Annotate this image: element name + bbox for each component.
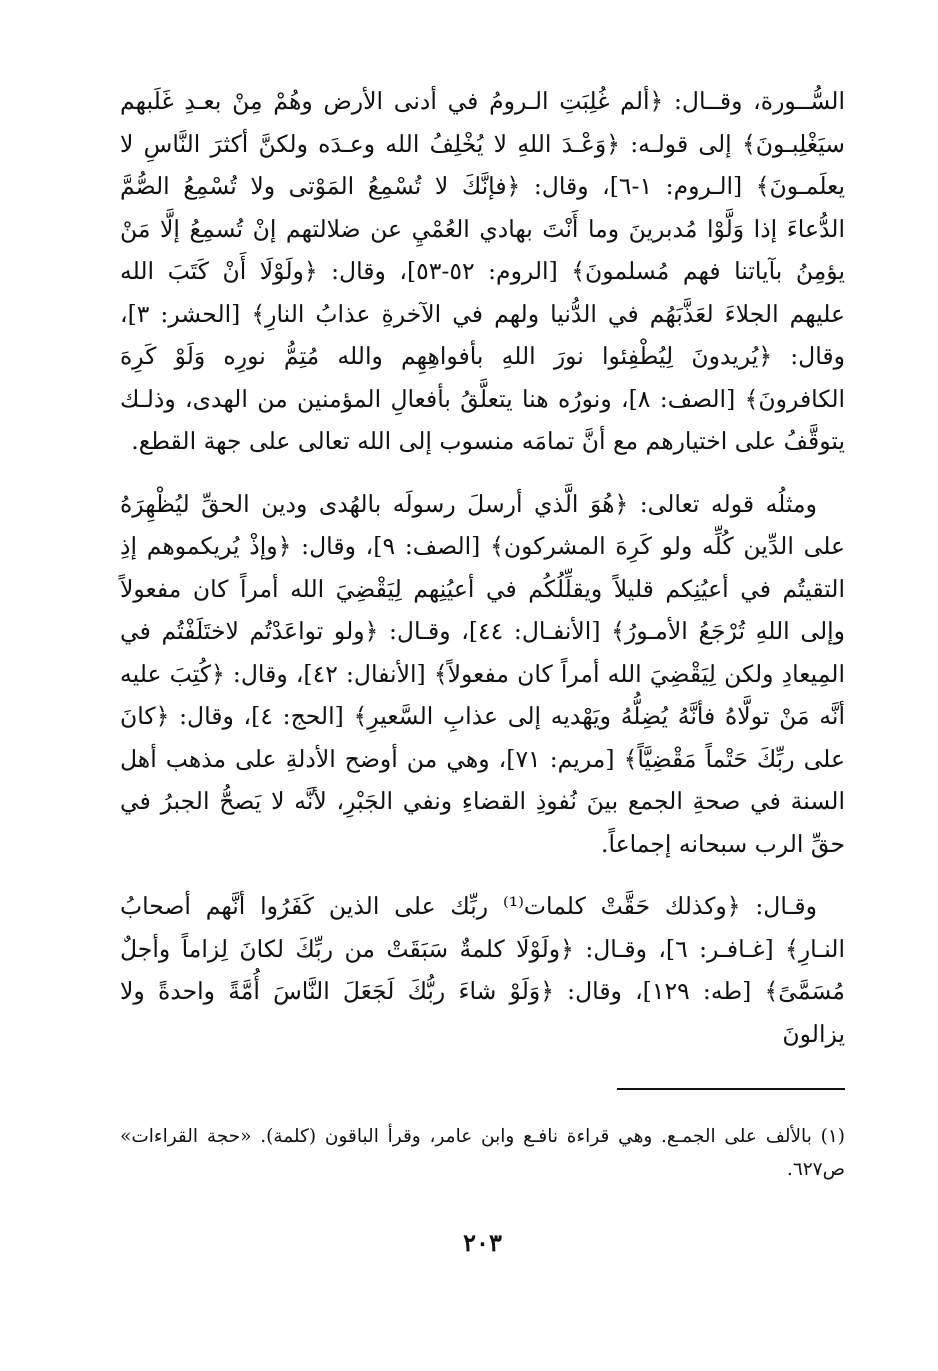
page-number: ٢٠٣ xyxy=(463,1228,502,1257)
paragraph-1: السُّــورة، وقــال: ﴿ألم غُلِبَتِ الـرومُ في أدنى الأرض وهُمْ مِنْ بعـدِ غَلَبهم سيَغْلِبـونَ﴾ إلى قولـه: ﴿وَعْـدَ اللهِ لا يُخْلِفُ الله وعـدَه ولكنَّ أكثرَ النَّاسِ لا يعلَمـونَ﴾ [الـروم: ١-٦]، وقال: ﴿فإنَّكَ لا تُسْمِعُ المَوْتى ولا تُسْمِعُ الصُّمَّ الدُّعاءَ إذا وَلَّوْا مُدبرينَ وما أَنْتَ بهادي العُمْيِ عن ضلالتهم إنْ تُسمِعُ إلَّا مَنْ يؤمِنُ بآياتنا فهم مُسلمونَ﴾ [الروم: ٥٢-٥٣]، وقال: ﴿ولَوْلَا أَنْ كَتَبَ الله عليهم الجلاءَ لعَذَّبَهُم في الدُّنيا ولهم في الآخرةِ عذابُ النارِ﴾ [الحشر: ٣]، وقال: ﴿يُريدونَ لِيُطْفِئوا نورَ اللهِ بأفواهِهِم والله مُتِمُّ نورِه وَلَوْ كَرِهَ الكافرونَ﴾ [الصف: ٨]، ونورُه هنا يتعلَّقُ بأفعالِ المؤمنين من الهدى، وذلـك يتوقَّفُ على اختيارهم مع أنَّ تمامَه منسوب إلى الله تعالى على جهة القطع. xyxy=(120,87,846,455)
paragraph-2: ومثلُه قوله تعالى: ﴿هُوَ الَّذي أرسلَ رسولَه بالهُدى ودين الحقِّ ليُظْهِرَهُ على الدِّين كُلِّه ولو كَرِهَ المشركون﴾ [الصف: ٩]، وقال: ﴿وإذْ يُريكموهم إذِ التقيتُم في أعيُنِكم قليلاً ويقلِّلُكُم في أعيُنِهم لِيَقْضِيَ الله أمراً كان مفعولاً وإلى اللهِ تُرْجَعُ الأمـورُ﴾ [الأنفـال: ٤٤]، وقـال: ﴿ولو تواعَدْتُم لاختَلَفْتُم في المِيعادِ ولكن لِيَقْضِيَ الله أمراً كان مفعولاً﴾ [الأنفال: ٤٢]، وقال: ﴿كُتِبَ عليه أنَّه مَنْ تولَّاهُ فأنَّهُ يُضِلُّهُ ويَهْديه إلى عذابِ السَّعيرِ﴾ [الحج: ٤]، وقال: ﴿كانَ على ربِّكَ حَتْماً مَقْضِيَّاً﴾ [مريم: ٧١]، وهي من أوضح الأدلةِ على مذهب أهل السنة في صحةِ الجمع بينَ نُفوذِ القضاءِ ونفي الجَبْرِ، لأنَّه لا يَصحُّ الجبرُ في حقِّ الرب سبحانه إجماعاً. xyxy=(120,489,846,858)
footnote: (١) بالألف على الجمـع. وهي قراءة نافـع وابن عامر، وقرأ الباقون (كلمة). «حجة القراءات» ص٦٢٧. xyxy=(120,1126,845,1180)
footnote-divider xyxy=(617,1088,845,1090)
paragraph-3: وقـال: ﴿وكذلك حَقَّتْ كلمات⁽¹⁾ ربِّك على الذين كَفَرُوا أنَّهم أصحابُ النـارِ﴾ [غـافـر: ٦]، وقـال: ﴿ولَوْلَا كلمةٌ سَبَقَتْ من ربِّكَ لكانَ لِزاماً وأجلٌ مُسَمَّىً﴾ [طه: ١٢٩]، وقال: ﴿وَلَوْ شاءَ ربُّكَ لَجَعَلَ النَّاسَ أُمَّةً واحدةً ولا يزالونَ xyxy=(120,892,846,1048)
book-page xyxy=(120,80,845,1280)
